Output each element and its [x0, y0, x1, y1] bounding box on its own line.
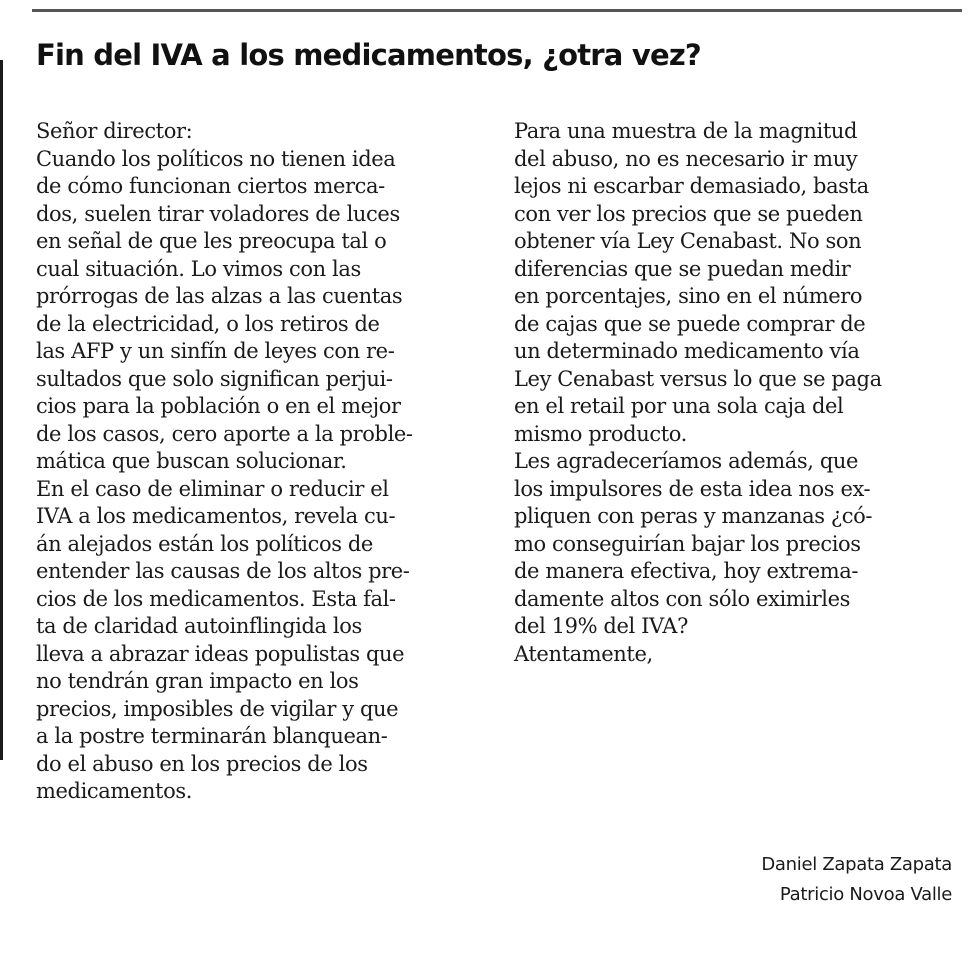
top-rule: [32, 9, 962, 12]
text-line: dos, suelen tirar voladores de luces: [36, 201, 400, 226]
text-line: del 19% del IVA?: [514, 614, 688, 638]
text-line: pliquen con peras y manzanas ¿có-: [514, 504, 873, 528]
text-line: án alejados están los políticos de: [36, 531, 373, 556]
text-line: con ver los precios que se pueden: [514, 201, 863, 226]
text-line: entender las causas de los altos pre-: [36, 559, 410, 583]
text-line: Para una muestra de la magnitud: [514, 119, 858, 143]
text-line: de cajas que se puede comprar de: [514, 311, 866, 336]
text-line: Señor director:: [36, 119, 193, 143]
text-line: IVA a los medicamentos, revela cu-: [36, 504, 396, 528]
text-line: de manera efectiva, hoy extrema-: [514, 559, 859, 583]
text-line: de la electricidad, o los retiros de: [36, 311, 380, 336]
text-line: damente altos con sólo eximirles: [514, 586, 850, 611]
text-line: de los casos, cero aporte a la proble-: [36, 421, 413, 446]
headline: Fin del IVA a los medicamentos, ¿otra vez?: [36, 38, 701, 72]
text-line: lejos ni escarbar demasiado, basta: [514, 174, 869, 198]
text-line: de cómo funcionan ciertos merca-: [36, 174, 385, 198]
text-line: prórrogas de las alzas a las cuentas: [36, 284, 403, 308]
text-line: Les agradeceríamos además, que: [514, 449, 859, 473]
text-line: precios, imposibles de vigilar y que: [36, 696, 399, 721]
text-line: cios para la población o en el mejor: [36, 394, 401, 418]
text-line: sultados que solo significan perjui-: [36, 366, 393, 391]
text-line: un determinado medicamento vía: [514, 339, 860, 363]
text-line: cios de los medicamentos. Esta fal-: [36, 586, 396, 611]
text-line: del abuso, no es necesario ir muy: [514, 146, 858, 171]
text-line: mismo producto.: [514, 421, 687, 446]
signature-name: Patricio Novoa Valle: [779, 884, 952, 905]
left-column-rule: [0, 60, 3, 760]
text-line: lleva a abrazar ideas populistas que: [36, 641, 405, 666]
text-line: los impulsores de esta idea nos ex-: [514, 476, 871, 501]
text-line: no tendrán gran impacto en los: [36, 669, 359, 693]
text-line: En el caso de eliminar o reducir el: [36, 476, 389, 501]
text-line: Cuando los políticos no tienen idea: [36, 146, 396, 171]
text-line: obtener vía Ley Cenabast. No son: [514, 229, 862, 253]
text-line: cual situación. Lo vimos con las: [36, 256, 361, 281]
text-line: a la postre terminarán blanquean-: [36, 724, 388, 748]
text-line: mo conseguirían bajar los precios: [514, 531, 861, 556]
signature-block: [761, 850, 952, 910]
text-line: medicamentos.: [36, 779, 192, 803]
text-line: las AFP y un sinfín de leyes con re-: [36, 339, 395, 363]
text-line: Atentamente,: [514, 641, 653, 666]
text-line: diferencias que se puedan medir: [514, 256, 851, 281]
text-line: Ley Cenabast versus lo que se paga: [514, 366, 882, 391]
text-line: do el abuso en los precios de los: [36, 751, 368, 776]
text-line: ta de claridad autoinflingida los: [36, 614, 362, 638]
text-line: en porcentajes, sino en el número: [514, 284, 863, 308]
text-line: mática que buscan solucionar.: [36, 449, 347, 473]
text-line: en señal de que les preocupa tal o: [36, 229, 387, 253]
text-line: en el retail por una sola caja del: [514, 394, 844, 418]
right-text-column: [514, 118, 954, 668]
left-text-column: [36, 118, 486, 806]
signature-name: Daniel Zapata Zapata: [761, 854, 952, 875]
